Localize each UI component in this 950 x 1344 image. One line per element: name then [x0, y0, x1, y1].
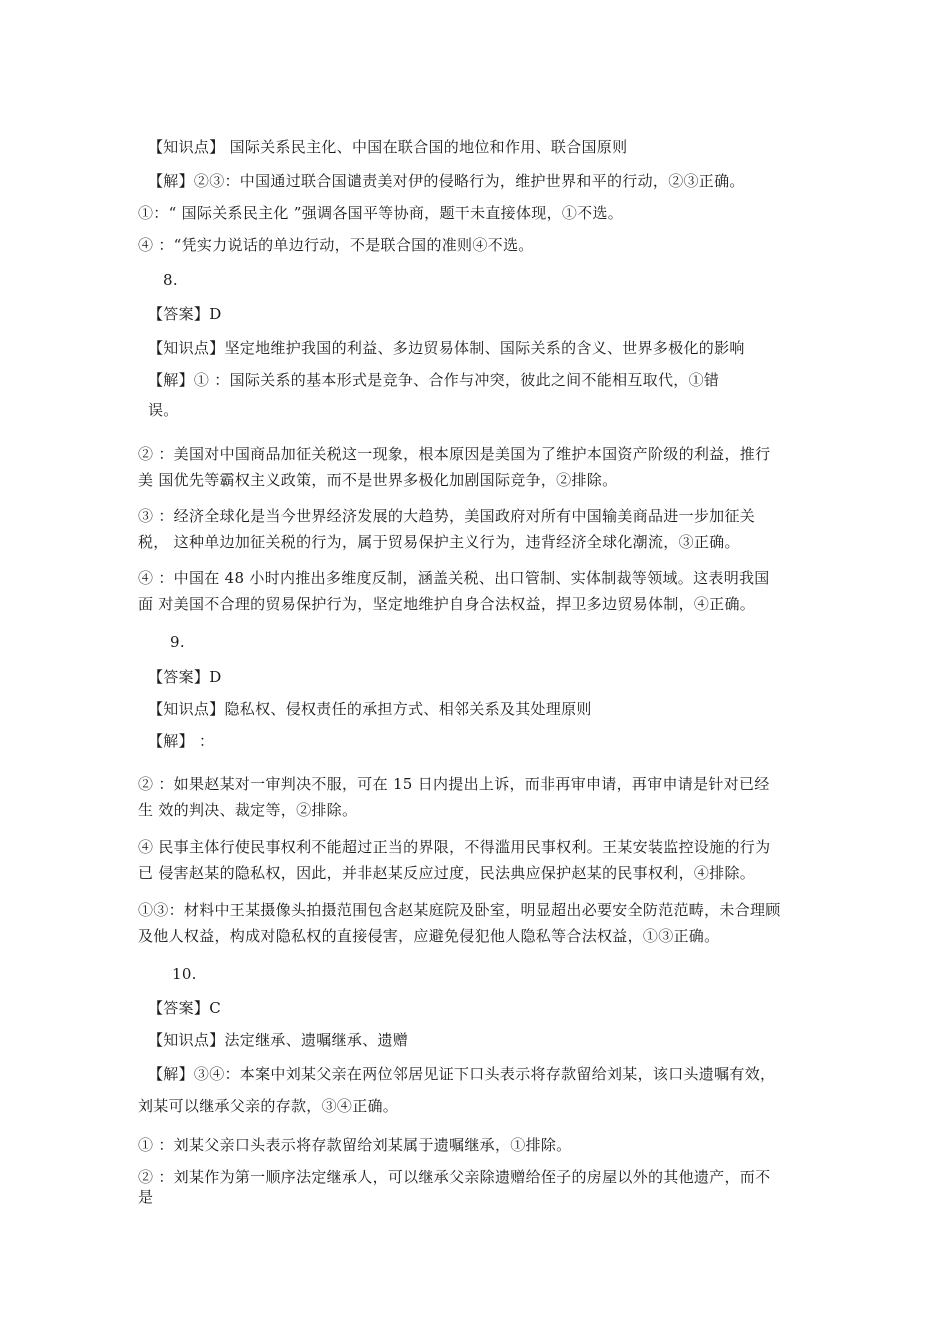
- explanation-line: 误。: [148, 401, 179, 419]
- question-number: 8.: [163, 271, 178, 289]
- explanation-line: ①：“ 国际关系民主化 ”强调各国平等协商，题干未直接体现，①不选。: [138, 204, 624, 222]
- explanation-line: ④ ：中国在 48 小时内推出多维度反制，涵盖关税、出口管制、实体制裁等领域。这表明我国: [138, 569, 770, 587]
- explanation-line: 是: [138, 1188, 154, 1206]
- explanation-line: ①③：材料中王某摄像头拍摄范围包含赵某庭院及卧室，明显超出必要安全防范范畴，未合理顾: [138, 901, 781, 919]
- explanation-line: 【解】① ：国际关系的基本形式是竞争、合作与冲突，彼此之间不能相互取代，①错: [148, 371, 720, 389]
- explanation-line: ① ：刘某父亲口头表示将存款留给刘某属于遗嘱继承，①排除。: [138, 1136, 572, 1154]
- explanation-line: 生 效的判决、裁定等，②排除。: [138, 801, 358, 819]
- knowledge-point: 【知识点】 国际关系民主化、中国在联合国的地位和作用、联合国原则: [148, 138, 628, 156]
- knowledge-point: 【知识点】隐私权、侵权责任的承担方式、相邻关系及其处理原则: [148, 700, 592, 718]
- explanation-line: ② ：刘某作为第一顺序法定继承人，可以继承父亲除遗赠给侄子的房屋以外的其他遗产，而不: [138, 1168, 771, 1186]
- explanation-line: ② ：美国对中国商品加征关税这一现象，根本原因是美国为了维护本国资产阶级的利益，推行: [138, 445, 771, 463]
- answer-line: 【答案】C: [148, 999, 221, 1017]
- explanation-line: ④ ：“凭实力说话的单边行动，不是联合国的准则④不选。: [138, 236, 534, 254]
- explanation-line: ② ：如果赵某对一审判决不服，可在 15 日内提出上诉，而非再审申请，再审申请是针对已经: [138, 775, 770, 793]
- answer-line: 【答案】D: [148, 668, 222, 686]
- explanation-line: 【解】②③：中国通过联合国谴责美对伊的侵略行为，维护世界和平的行动，②③正确。: [148, 172, 745, 190]
- explanation-line: 美 国优先等霸权主义政策，而不是世界多极化加剧国际竞争，②排除。: [138, 471, 618, 489]
- explanation-line: 刘某可以继承父亲的存款，③④正确。: [138, 1097, 399, 1115]
- explanation-line: ④ 民事主体行使民事权利不能超过正当的界限，不得滥用民事权利。王某安装监控设施的行为: [138, 838, 771, 856]
- explanation-line: 面 对美国不合理的贸易保护行为，坚定地维护自身合法权益，捍卫多边贸易体制，④正确。: [138, 595, 756, 613]
- explanation-line: 【解】③④：本案中刘某父亲在两位邻居见证下口头表示将存款留给刘某，该口头遗嘱有效，: [148, 1065, 776, 1083]
- explanation-line: 【解】 ：: [148, 732, 215, 750]
- question-number: 9.: [170, 633, 185, 651]
- knowledge-point: 【知识点】法定继承、遗嘱继承、遗赠: [148, 1031, 409, 1049]
- explanation-line: 及他人权益，构成对隐私权的直接侵害，应避免侵犯他人隐私等合法权益，①③正确。: [138, 927, 720, 945]
- knowledge-point: 【知识点】坚定地维护我国的利益、多边贸易体制、国际关系的含义、世界多极化的影响: [148, 339, 745, 357]
- answer-line: 【答案】D: [148, 305, 222, 323]
- question-number: 10.: [172, 965, 197, 983]
- explanation-line: ③ ：经济全球化是当今世界经济发展的大趋势，美国政府对所有中国输美商品进一步加征关: [138, 507, 756, 525]
- explanation-line: 税， 这种单边加征关税的行为，属于贸易保护主义行为，违背经济全球化潮流，③正确。: [138, 533, 740, 551]
- explanation-line: 已 侵害赵某的隐私权，因此，并非赵某反应过度，民法典应保护赵某的民事权利，④排除。: [138, 864, 756, 882]
